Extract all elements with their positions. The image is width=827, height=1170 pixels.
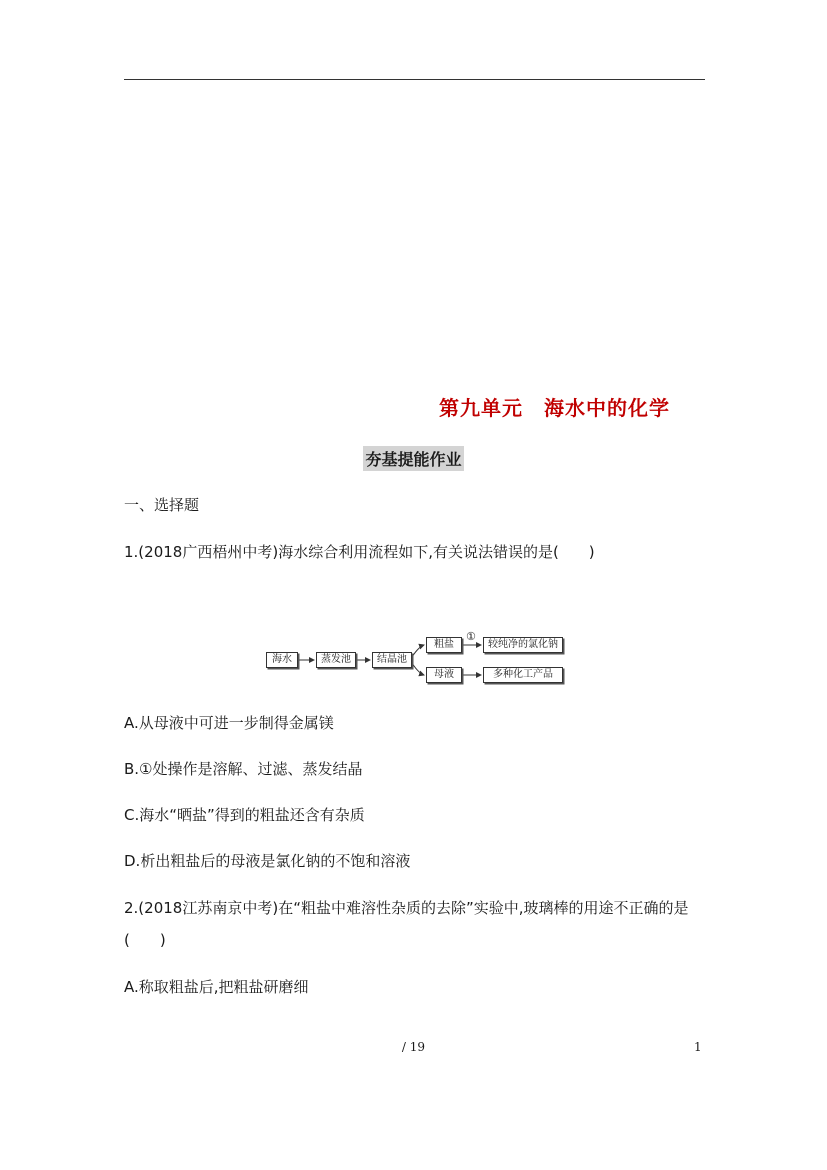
question-1-option-a: A.从母液中可进一步制得金属镁 [124,714,334,732]
page-number: 1 [694,1040,702,1054]
box-pure-nacl: 较纯净的氯化钠 [483,637,563,653]
part-heading: 一、选择题 [124,496,200,514]
arrow-to-crude-salt [410,645,424,660]
question-2-option-a: A.称取粗盐后,把粗盐研磨细 [124,978,309,996]
box-crude-salt: 粗盐 [426,637,462,653]
box-seawater: 海水 [266,652,298,668]
box-crystallization-pond: 结晶池 [372,652,412,668]
question-1-stem: 1.(2018广西梧州中考)海水综合利用流程如下,有关说法错误的是( ) [124,543,595,561]
question-1-option-d: D.析出粗盐后的母液是氯化钠的不饱和溶液 [124,852,411,870]
box-chemical-products: 多种化工产品 [483,667,563,683]
section-title-wrap [0,446,827,471]
question-2-answer-blank: ( ) [124,931,166,949]
unit-title: 第九单元 海水中的化学 [439,396,670,420]
page-total: / 19 [401,1040,426,1054]
section-title: 夯基提能作业 [363,446,463,471]
arrow-to-mother-liquor [410,660,424,675]
question-2-stem: 2.(2018江苏南京中考)在“粗盐中难溶性杂质的去除”实验中,玻璃棒的用途不正确的是 [124,899,689,917]
header-rule [124,79,705,80]
step-mark: ① [466,630,476,643]
question-1-option-c: C.海水“晒盐”得到的粗盐还含有杂质 [124,806,365,824]
box-evaporation-pond: 蒸发池 [316,652,356,668]
question-1-option-b: B.①处操作是溶解、过滤、蒸发结晶 [124,760,363,778]
box-mother-liquor: 母液 [426,667,462,683]
flow-diagram [264,630,564,689]
